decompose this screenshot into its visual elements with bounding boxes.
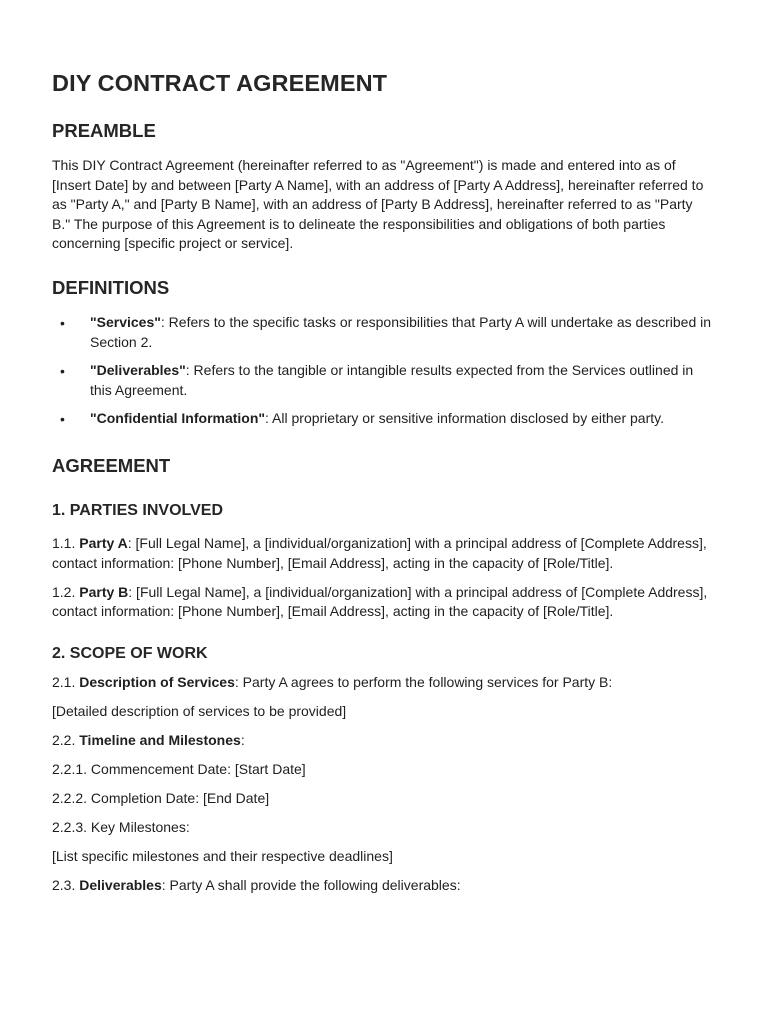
bullet-icon: • [60,363,65,380]
clause-term: Party A [79,534,128,551]
clause-term: Party B [79,583,129,600]
definition-item [52,409,712,429]
definition-text: : Refers to the tangible or intangible results expected from the Services outlined in this Agreement. [90,362,694,398]
clause-2-2-3-detail: [List specific milestones and their respective deadlines] [52,848,393,865]
clause-term: Description of Services [79,673,235,690]
definitions-list [52,313,712,429]
clause-2-2-2: 2.2.2. Completion Date: [End Date] [52,790,270,807]
clause-2-1-detail: [Detailed description of services to be provided] [52,702,347,719]
clause-2-2 [52,731,712,751]
definition-item [52,361,712,400]
definition-term: "Confidential Information" [90,410,266,427]
clause-2-1 [52,673,712,693]
clause-number: 2.1. [52,673,80,690]
agreement-heading: AGREEMENT [52,454,171,476]
clause-1-2 [52,583,712,622]
clause-number: 1.1. [52,534,80,551]
clause-term: Deliverables [79,877,162,894]
clause-text: : Party A shall provide the following deliverables: [161,877,461,894]
clause-1-1 [52,534,712,573]
section-heading-scope: 2. SCOPE OF WORK [52,644,208,662]
clause-text: : [Full Legal Name], a [individual/organization] with a principal address of [Complete Address], contact information: [Phone Number], [Email Address], acting in the capacity of [Role/Title]. [52,534,707,571]
bullet-icon: • [60,411,65,428]
definitions-heading: DEFINITIONS [52,276,170,298]
clause-number: 2.2. [52,732,80,748]
clause-number: 2.3. [52,877,80,894]
preamble-heading: PREAMBLE [52,120,156,141]
clause-text: : Party A agrees to perform the following services for Party B: [234,673,613,690]
clause-text: : [Full Legal Name], a [individual/organization] with a principal address of [Complete Address], contact information: [Phone Number], [Email Address], acting in the capacity of [Role/Title]. [52,583,708,620]
document-title: DIY CONTRACT AGREEMENT [52,70,388,96]
definition-text: : All proprietary or sensitive information disclosed by either party. [265,410,664,427]
section-heading-parties: 1. PARTIES INVOLVED [52,501,223,519]
definition-item [52,313,712,352]
preamble-text: This DIY Contract Agreement (hereinafter referred to as "Agreement") is made and entered into as of [Insert Date] by and between [Party A Name], with an address of [Party A Address], hereinafter referred to as "Party A," and [Party B Name], with an address of [Party B Address], hereinafter referred to as "Party B." The purpose of this Agreement is to delineate the responsibilities and obligations of both parties concerning [specific project or service]. [52,157,704,252]
bullet-icon: • [60,314,65,331]
document-page [52,70,712,906]
clause-text: : [240,732,245,748]
clause-2-3 [52,876,712,896]
clause-term: Timeline and Milestones [79,732,241,748]
clause-2-2-1: 2.2.1. Commencement Date: [Start Date] [52,761,306,778]
clause-number: 1.2. [52,583,80,600]
definition-term: "Services" [90,313,161,330]
definition-text: : Refers to the specific tasks or responsibilities that Party A will undertake as described in Section 2. [90,313,712,350]
clause-2-2-3: 2.2.3. Key Milestones: [52,819,190,836]
definition-term: "Deliverables" [90,362,186,379]
